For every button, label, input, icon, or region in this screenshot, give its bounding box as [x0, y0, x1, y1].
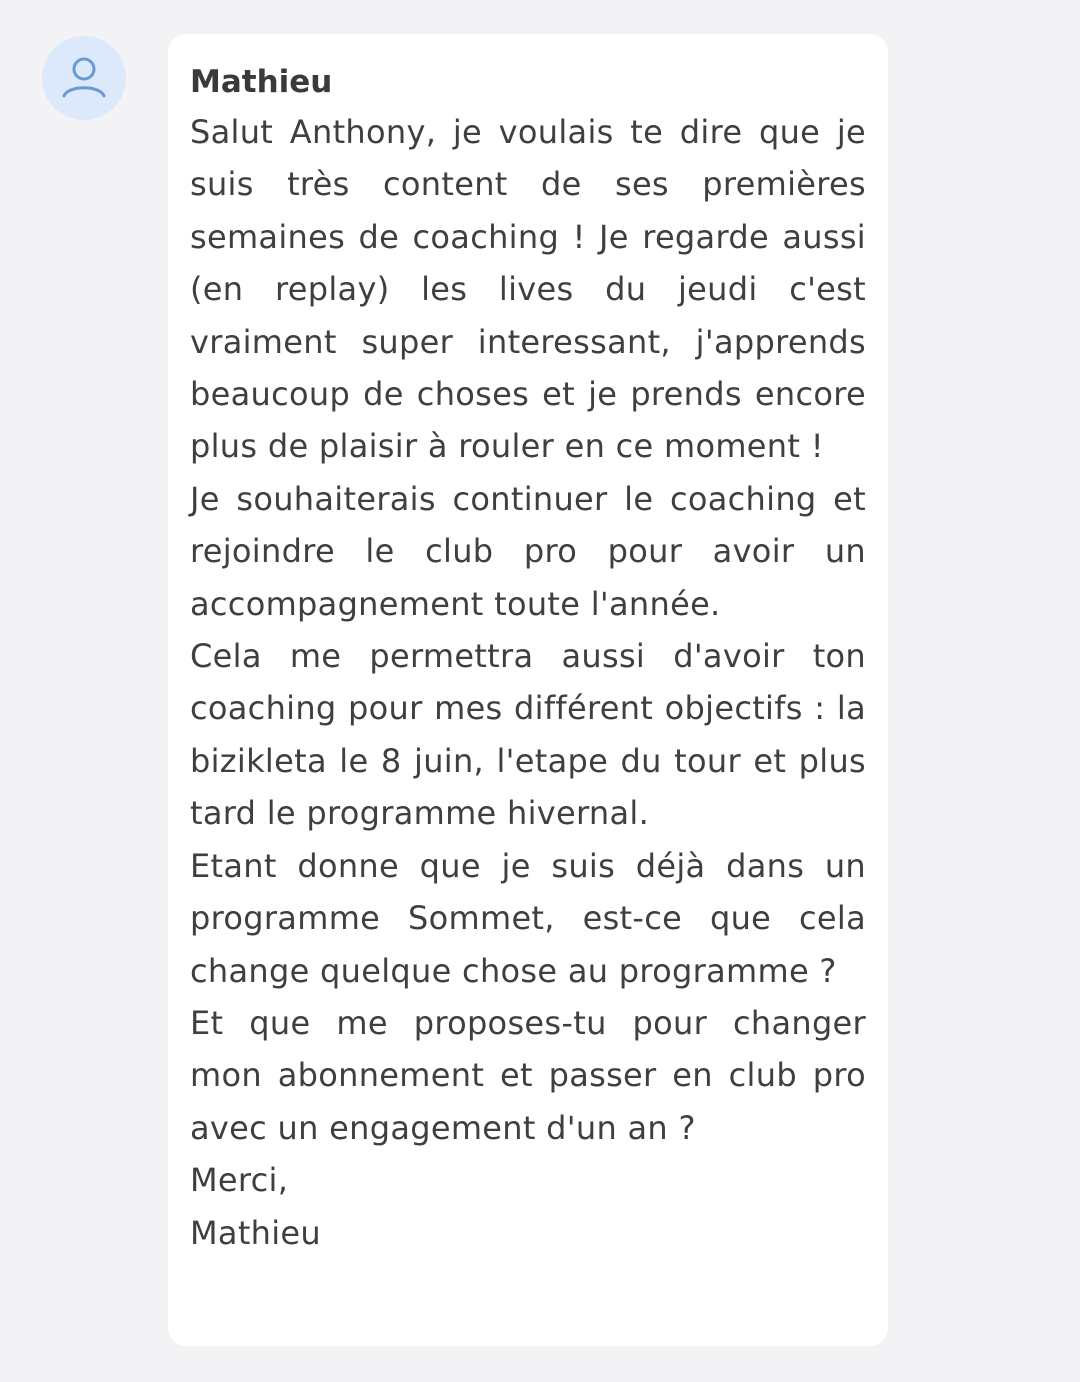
message-paragraph: Etant donne que je suis déjà dans un programme Sommet, est-ce que cela change quelque chose au programme ?	[190, 846, 866, 990]
sender-name: Mathieu	[190, 64, 333, 100]
message-paragraph: Salut Anthony, je voulais te dire que je suis très content de ses premières semaines de coaching ! Je regarde aussi (en replay) les lives du jeudi c'est vraiment super interessant, j'apprends beaucoup de choses et je prends encore plus de plaisir à rouler en ce moment !	[190, 113, 866, 466]
user-icon	[56, 50, 112, 106]
message-body	[190, 106, 866, 1259]
message-paragraph: Et que me proposes-tu pour changer mon abonnement et passer en club pro avec un engagement d'un an ?	[190, 1003, 866, 1147]
avatar	[42, 36, 126, 120]
message-bubble	[168, 34, 888, 1346]
message-closing: Merci,	[190, 1161, 289, 1200]
message-signature: Mathieu	[190, 1213, 322, 1252]
message-paragraph: Cela me permettra aussi d'avoir ton coaching pour mes différent objectifs : la bizikleta le 8 juin, l'etape du tour et plus tard le programme hivernal.	[190, 637, 866, 833]
message-paragraph: Je souhaiterais continuer le coaching et rejoindre le club pro pour avoir un accompagnement toute l'année.	[190, 479, 866, 623]
